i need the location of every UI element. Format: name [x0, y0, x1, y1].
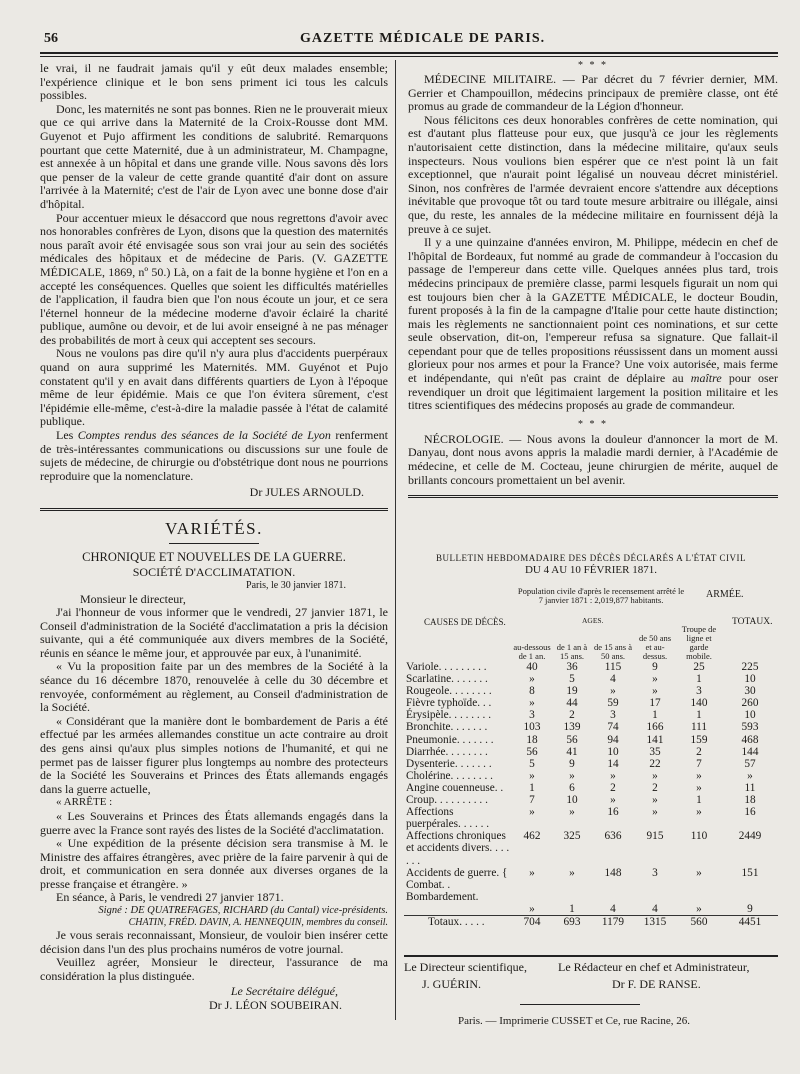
table-row	[404, 685, 778, 697]
director-title: Le Directeur scientifique,	[404, 960, 527, 974]
table-row	[404, 903, 778, 916]
paragraph: « Une expédition de la présente décision sera transmise à M. le Ministre des affaires étrangères, avec prière de la faire parvenir à qui de droit, et communication en sera donnée aux diverses organes de la presse française et étrangère. »	[40, 836, 388, 891]
table-cell: 16	[744, 806, 756, 819]
table-cell: 225	[741, 661, 759, 673]
table-cell: 140	[690, 697, 708, 710]
paragraph	[408, 73, 778, 114]
subheading-societe: SOCIÉTÉ D'ACCLIMATATION.	[132, 565, 296, 579]
table-cell: 3	[652, 866, 658, 879]
table-cell: 693	[563, 915, 581, 928]
table-cell: 1	[696, 794, 702, 807]
table-cell: »	[747, 769, 753, 782]
table-cell: 36	[566, 661, 578, 673]
subheading-chronique: CHRONIQUE ET NOUVELLES DE LA GUERRE.	[82, 550, 346, 564]
cause-label: Cholérine. . . . . . . .	[406, 769, 493, 782]
paragraph: « Les Souverains et Princes des États allemands engagés dans la guerre avec la France sont rayés des listes de la Société d'acclimatation.	[40, 808, 388, 837]
paragraph	[40, 429, 388, 483]
table-cell: 1	[696, 709, 702, 722]
table-cell: »	[696, 866, 702, 879]
table-cell: 110	[690, 830, 708, 843]
header-rule-thin	[40, 56, 778, 57]
totals-row	[404, 915, 778, 928]
cause-label	[404, 903, 512, 916]
deaths-table	[404, 625, 778, 928]
paragraph: Veuillez agréer, Monsieur le directeur, l'assurance de ma considération la plus distinguée.	[40, 955, 388, 983]
table-cell: »	[610, 685, 616, 698]
table-cell: 560	[690, 915, 708, 928]
table-row	[404, 721, 778, 733]
table-row	[404, 673, 778, 685]
page-number: 56	[44, 31, 58, 46]
population-note: Population civile d'après le recensement arrêté le 7 janvier 1871 : 2,019,877 habitants.	[517, 586, 685, 605]
table-cell: »	[652, 794, 658, 807]
cause-label: Croup. . . . . . . . . .	[406, 794, 488, 807]
table-cell: 16	[607, 806, 619, 819]
section-rule	[40, 508, 388, 511]
causes-heading: CAUSES DE DÉCÈS.	[424, 617, 506, 627]
table-cell: 3	[696, 685, 702, 698]
cause-label: Bronchite. . . . . . .	[406, 721, 488, 734]
table-cell: 103	[523, 721, 541, 734]
table-cell: 35	[649, 745, 661, 758]
table-cell: 22	[649, 757, 661, 770]
table-cell: 1179	[601, 915, 625, 928]
table-row	[404, 782, 778, 794]
table-cell: »	[569, 769, 575, 782]
table-row	[404, 734, 778, 746]
table-row	[404, 709, 778, 721]
table-cell: 1	[569, 902, 575, 915]
author-signature: Dr JULES ARNOULD.	[249, 485, 364, 500]
table-row	[404, 758, 778, 770]
table-cell: 115	[604, 661, 622, 673]
column-header: de 50 ans et au-dessus.	[638, 633, 672, 661]
lead-text: NÉCROLOGIE.	[424, 431, 504, 446]
table-cell: 4451	[738, 915, 762, 928]
table-cell: 144	[741, 745, 759, 758]
table-cell: 4	[610, 902, 616, 915]
table-cell: »	[529, 769, 535, 782]
table-cell: 148	[604, 866, 622, 879]
ages-heading: AGES.	[582, 616, 604, 625]
table-cell: 2	[610, 781, 616, 794]
column-header: Troupe de ligne et garde mobile.	[681, 624, 717, 661]
table-cell: 18	[744, 794, 756, 807]
section-heading-varietes: VARIÉTÉS.	[165, 519, 263, 538]
table-cell: 5	[529, 757, 535, 770]
bulletin-dates: DU 4 AU 10 FÉVRIER 1871.	[524, 564, 657, 576]
table-cell: »	[696, 806, 702, 819]
table-row	[404, 661, 778, 673]
table-cell: »	[696, 781, 702, 794]
table-cell: 4	[652, 902, 658, 915]
table-cell: »	[529, 902, 535, 915]
paragraph: Donc, les maternités ne sont pas bonnes. Rien ne le prouverait mieux que ce qui arrive dans la Maternité de la Croix-Rousse dont MM. Guyenot et Pujo affirment les conditions de salubrité. Remarquons pourtant que cette Maternité, due à un administrateur, M. Champagne, est annexée à un hôpital et dans une grande ville. Nous savons dès lors que penser de la valeur de cette grande quantité d'air dont on assure l'arrivée à la Maternité; c'est de l'air de Lyon avec une bonne dose d'air d'hôpital.	[40, 101, 388, 211]
table-cell: 2449	[738, 830, 762, 843]
paragraph: Nous ne voulons pas dire qu'il n'y aura plus d'accidents puerpéraux quand on aura supprimé les Maternités. MM. Guyénot et Pujo constatent qu'il y en avait dans différents quartiers de Lyon à l'époque même de leur épidémie. Mais ce que l'on évitera sûrement, c'est l'épidémie elle-même, c'est-à-dire la maladie passée à l'état de calamité publique.	[40, 346, 388, 429]
cause-label: Érysipèle. . . . . . . .	[406, 709, 492, 722]
table-cell: 1315	[643, 915, 667, 928]
text: Il y a une quinzaine d'années environ, M. Philippe, médecin en chef de l'hôpital de Bordeaux, fut nommé au grade de commandeur à l'occasion du passage de l'empereur dans cette ville. Quelques années plus tard, trois médecins principaux de première classe, parmi lesquels figurait un nom qui est toujours bien cher à la GAZETTE MÉDICALE, le docteur Boudin, furent proposés à la fin de la campagne d'Italie pour cette haute distinction; mais les règlements ne sanctionnaient point ces nominations, et sur cette seule observation, dit-on, l'empereur refusa sa signature. Que fallait-il cependant pour que de telles propositions réussissent dans un moment aussi glorieux pour nos armes et pour la France? Une voix autorisée, mais ferme et indépendante, qui n'eût pas craint de déplaire au	[408, 235, 778, 386]
italic-text: Comptes rendus des séances de la Société de Lyon	[77, 428, 331, 443]
paragraph: « Considérant que la manière dont le bombardement de Paris a été effectué par les armées allemandes constitue un acte contraire au droit des gens ainsi qu'aux plus simples notions de l'humanité, et qui ne permet pas de laisser figurer plus longtemps au nombre des protecteurs de la Société les Souverains et Princes des États allemands engagés dans la guerre actuelle,	[40, 713, 388, 796]
table-row	[404, 746, 778, 758]
table-cell: »	[696, 902, 702, 915]
table-cell: 56	[566, 733, 578, 746]
table-cell: 593	[741, 721, 759, 734]
footer-short-rule	[520, 1004, 640, 1005]
table-row	[404, 830, 778, 866]
cause-label: Dysenterie. . . . . . .	[406, 757, 492, 770]
table-cell: »	[652, 806, 658, 819]
deaths-bulletin	[404, 553, 778, 928]
table-cell: 94	[607, 733, 619, 746]
table-cell: »	[652, 769, 658, 782]
paragraph: Pour accentuer mieux le désaccord que nous regrettons d'avoir avec nos honorables confrères de Lyon, disons que la question des maternités nous paraît avoir été envisagée sous son vrai jour au sein des sociétés médicales des hôpitaux et de médecine de Paris. (V. GAZETTE MÉDICALE, 1869, nº 50.) Là, on a fait de la bonne hygiène et l'on en a accepté les conséquences. Quelles que soient les difficultés matérielles de l'application, il faudra bien que l'on nous écoute un jour, et ce sera l'éternel honneur de la médecine moderne d'avoir éclairé la charité publique, aumône ou devoir, et de lui avoir enseigné à ne pas ménager des probabilités de mort à ceux qui acceptent ses secours.	[40, 210, 388, 347]
table-cell: 9	[652, 661, 658, 673]
table-cell: »	[569, 806, 575, 819]
table-cell: 2	[569, 709, 575, 722]
right-column	[408, 62, 778, 498]
table-cell: 41	[566, 745, 578, 758]
table-cell: 6	[569, 781, 575, 794]
secretary-name: Dr J. LÉON SOUBEIRAN.	[209, 998, 342, 1013]
table-cell: »	[610, 794, 616, 807]
signatories-2: CHATIN, FRÉD. DAVIN, A. HENNEQUIN, membres du conseil.	[128, 917, 388, 929]
table-cell: 3	[529, 709, 535, 722]
column-divider	[395, 60, 396, 1020]
table-row	[404, 770, 778, 782]
table-cell: 10	[607, 745, 619, 758]
table-row	[404, 697, 778, 709]
table-cell: 166	[646, 721, 664, 734]
cause-label: Diarrhée. . . . . . . .	[406, 745, 488, 758]
table-cell: 7	[696, 757, 702, 770]
table-cell: 17	[649, 697, 661, 710]
signatories-1: Signé : DE QUATREFAGES, RICHARD (du Cantal) vice-présidents.	[98, 905, 388, 917]
table-cell: 44	[566, 697, 578, 710]
text: — Nous avons la douleur d'annoncer la mort de M. Danyau, dont nous avons appris la maladie mardi dernier, à l'Académie de médecine, et celle de M. Cocteau, jeune chirurgien de mérite, auquel de brillants concours promettaient un bel avenir.	[408, 431, 778, 487]
table-cell: 1	[652, 709, 658, 722]
table-cell: 111	[690, 721, 708, 734]
italic-text: maître	[690, 371, 722, 386]
table-cell: 1	[529, 781, 535, 794]
separator-stars: * * *	[578, 60, 608, 71]
table-cell: 151	[741, 866, 759, 879]
table-cell: »	[696, 769, 702, 782]
table-row	[404, 867, 778, 903]
table-cell: 74	[607, 721, 619, 734]
header-rule	[40, 52, 778, 54]
paragraph: le vrai, il ne faudrait jamais qu'il y eût deux malades ensemble; l'expérience clinique et le bon sens priment ici tous les calculs possibles.	[40, 61, 388, 103]
table-cell: 139	[563, 721, 581, 734]
column-header: au-dessous de 1 an.	[513, 642, 551, 661]
table-cell: 11	[744, 781, 756, 794]
totals-heading: TOTAUX.	[732, 617, 773, 627]
table-cell: 10	[744, 673, 756, 686]
short-rule	[169, 543, 259, 544]
totals-label: Totaux. . . . .	[428, 915, 485, 928]
text: — Par décret du 7 février dernier, MM. Gerrier et Champouillon, médecins principaux de première classe, ont été promus au grade de commandeur de la Légion d'honneur.	[408, 72, 778, 114]
cause-label: Pneumonie. . . . . . .	[406, 733, 494, 746]
table-cell: 325	[563, 830, 581, 843]
table-cell: 468	[741, 733, 759, 746]
editor-title: Le Rédacteur en chef et Administrateur,	[558, 960, 750, 974]
cause-label: Accidents de guerre. { Combat. . Bombardement.	[406, 866, 508, 903]
table-cell: 4	[610, 673, 616, 686]
cause-label: Variole. . . . . . . . .	[406, 661, 487, 673]
printer-imprint: Paris. — Imprimerie CUSSET et Ce, rue Racine, 26.	[458, 1015, 690, 1027]
paragraph	[408, 433, 778, 487]
table-cell: 159	[690, 733, 708, 746]
table-cell: 25	[693, 661, 705, 673]
salutation: Monsieur le directeur,	[80, 592, 186, 606]
table-cell: 8	[529, 685, 535, 698]
lead-text: MÉDECINE MILITAIRE.	[424, 72, 557, 86]
column-header: de 15 ans à 50 ans.	[593, 642, 632, 661]
table-row	[404, 806, 778, 830]
secretary-title: Le Secrétaire délégué,	[230, 984, 338, 999]
table-cell: 5	[569, 673, 575, 686]
table-cell: 9	[569, 757, 575, 770]
table-cell: 56	[526, 745, 538, 758]
table-cell: 141	[646, 733, 664, 746]
table-cell: 636	[604, 830, 622, 843]
table-cell: 2	[652, 781, 658, 794]
table-cell: 2	[696, 745, 702, 758]
table-cell: 18	[526, 733, 538, 746]
table-cell: 3	[610, 709, 616, 722]
paragraph: Je vous serais reconnaissant, Monsieur, de vouloir bien insérer cette décision dans l'un des plus prochains numéros de votre journal.	[40, 928, 388, 956]
table-cell: »	[652, 685, 658, 698]
left-column	[40, 62, 388, 1013]
table-cell: 57	[744, 757, 756, 770]
table-cell: 14	[607, 757, 619, 770]
paragraph	[408, 236, 778, 413]
column-header: de 1 an à 15 ans.	[556, 642, 588, 661]
footer-rule	[404, 955, 778, 957]
paragraph: J'ai l'honneur de vous informer que le vendredi, 27 janvier 1871, le Conseil d'administration de la Société d'acclimatation a pris la décision suivante, qui a été communiquée aux divers membres de la Société, réunis en séance le même jour, et approuvée par eux, à l'unanimité.	[40, 605, 388, 660]
table-cell: 40	[526, 661, 538, 673]
table-cell: »	[569, 866, 575, 879]
table-cell: 59	[607, 697, 619, 710]
cause-label: Affections puerpérales. . . . . .	[406, 806, 490, 831]
table-cell: 704	[523, 915, 541, 928]
cause-label: Rougeole. . . . . . . .	[406, 685, 492, 698]
table-cell: 10	[744, 709, 756, 722]
table-cell: 7	[529, 794, 535, 807]
table-cell: »	[529, 697, 535, 710]
cause-label: Scarlatine. . . . . . .	[406, 673, 488, 686]
table-cell: 1	[696, 673, 702, 686]
table-cell: 19	[566, 685, 578, 698]
cause-label: Angine couenneuse. .	[406, 781, 504, 794]
editor-name: Dr F. DE RANSE.	[612, 977, 701, 991]
letter-date: Paris, le 30 janvier 1871.	[246, 580, 346, 591]
cause-label: Fièvre typhoïde. . .	[406, 697, 492, 710]
table-cell: 915	[646, 830, 664, 843]
paragraph: « Vu la proposition faite par un des membres de la Société à la séance du 16 décembre 1870, renouvelée à celle du 30 décembre et renvoyée, conformément au règlement, au Conseil d'administration de la Société.	[40, 659, 388, 715]
cause-label: Affections chroniques et accidents divers. . . . . . .	[406, 830, 510, 867]
text: pour oser revendiquer un droit que légitimaient largement la position militaire et les titres scientifiques des médecins proposés au grade de commandeur.	[408, 371, 778, 413]
paragraph: En séance, à Paris, le vendredi 27 janvier 1871.	[56, 890, 284, 905]
army-heading: ARMÉE.	[706, 589, 744, 600]
text: renferment de très-intéressantes communications ou discussions sur une foule de sujets de médecine, de chirurgie ou d'obstétrique dont nous ne pourrions reproduire que la nomenclature.	[40, 428, 388, 483]
table-cell: »	[529, 866, 535, 879]
table-cell: »	[652, 673, 658, 686]
table-cell: 260	[741, 697, 759, 710]
table-header-row	[404, 625, 778, 661]
text: Les	[56, 428, 78, 443]
table-cell: »	[610, 769, 616, 782]
section-rule	[408, 495, 778, 498]
table-cell: 10	[566, 794, 578, 807]
paragraph: Nous félicitons ces deux honorables confrères de cette nomination, qui est d'autant plus flatteuse pour eux, que jusqu'à ce jour les règlements n'autorisaient cette distinction, dans la médecine militaire, qu'aux seuls inspecteurs. Nous voulions bien espérer que ce n'est point là un fait exceptionnel, que n'aurait point légalisé un nouveau décret ministériel. Sinon, nos confrères de l'armée devraient encore s'attendre aux déceptions inévitable que provoque tôt ou tard toute mesure arbitraire ou illégale, ainsi que, du reste, les annales de la médecine militaire en fournissent déjà la preuve à ce sujet.	[408, 112, 778, 236]
table-cell: 30	[744, 685, 756, 698]
bulletin-title: BULLETIN HEBDOMADAIRE DES DÉCÈS DÉCLARÉS A L'ÉTAT CIVIL	[436, 553, 746, 563]
table-cell: 462	[523, 830, 541, 843]
table-cell: »	[529, 673, 535, 686]
paragraph: « ARRÊTE :	[56, 796, 113, 809]
table-row	[404, 794, 778, 806]
table-cell: 9	[747, 902, 753, 915]
journal-title: GAZETTE MÉDICALE DE PARIS.	[300, 31, 546, 46]
table-cell: »	[529, 806, 535, 819]
separator-stars: * * *	[578, 418, 608, 430]
director-name: J. GUÉRIN.	[422, 977, 481, 991]
